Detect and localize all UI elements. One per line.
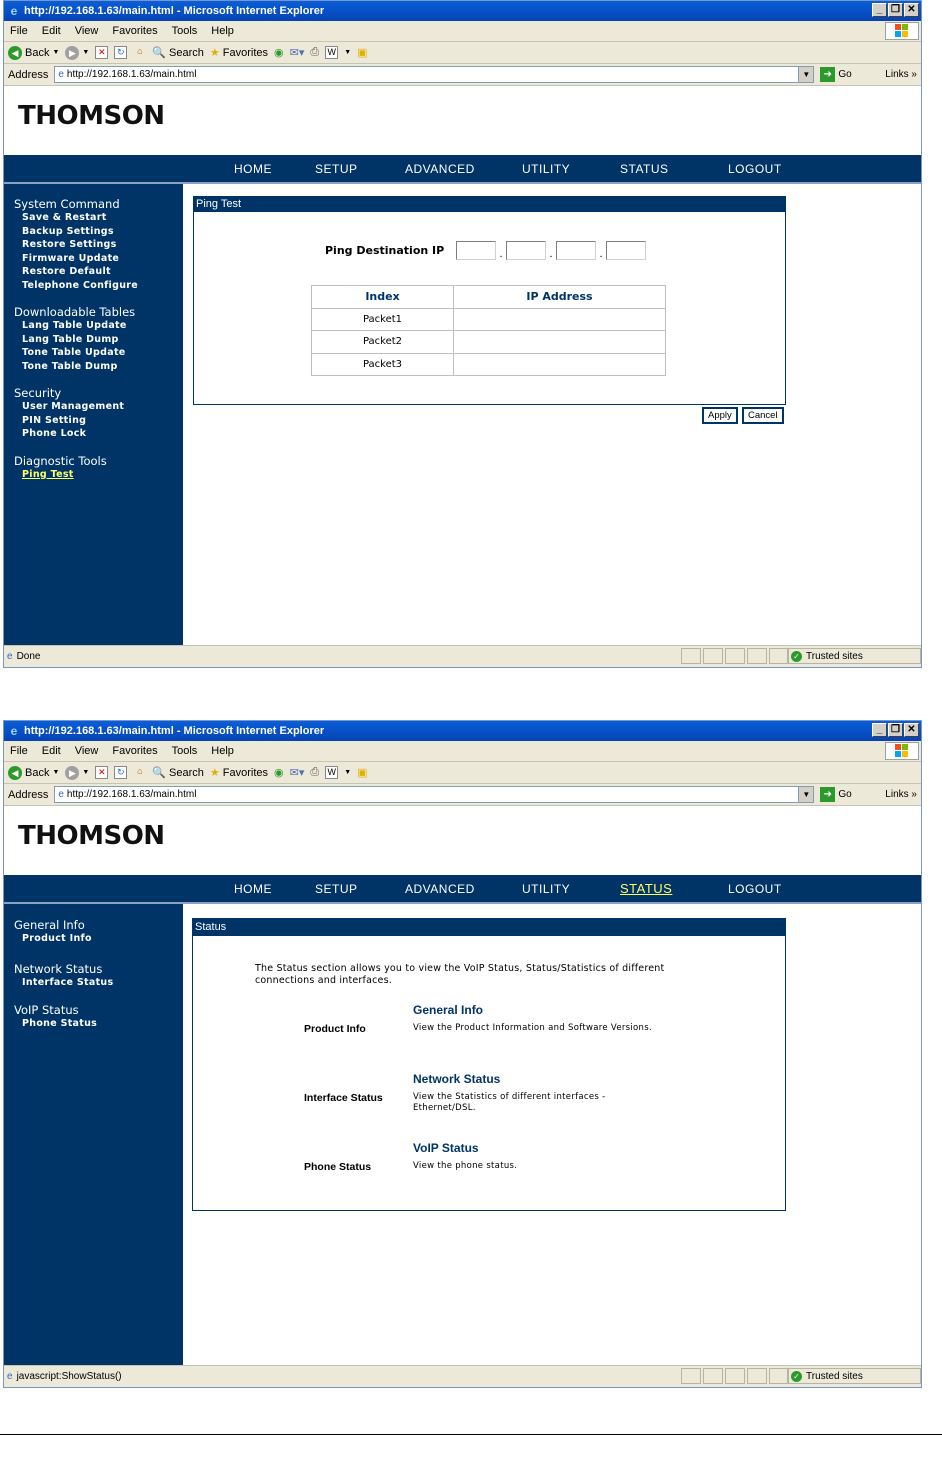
search-label: Search: [169, 766, 204, 779]
cell-index: Packet2: [312, 331, 454, 354]
cell-ip-address: [454, 353, 666, 376]
menu-edit[interactable]: Edit: [41, 745, 61, 757]
toolbar: [4, 42, 921, 64]
product-info-desc: View the Product Information and Software Versions.: [413, 1023, 652, 1033]
table-row: [312, 353, 666, 376]
go-button[interactable]: [820, 67, 851, 82]
print-icon[interactable]: ⎙: [310, 766, 320, 778]
forward-arrow-icon: ▶: [65, 766, 79, 780]
cell-ip-address: [454, 331, 666, 354]
favorites-label: Favorites: [222, 766, 269, 779]
interface-status-label: Interface Status: [304, 1092, 383, 1104]
sidebar-item-tone-table-update[interactable]: Tone Table Update: [22, 347, 126, 358]
panel-title: Status: [193, 919, 785, 936]
general-info-link[interactable]: General Info: [413, 1003, 484, 1017]
main-area: [4, 904, 921, 1365]
sidebar-heading: System Command: [14, 197, 120, 211]
menu-file[interactable]: File: [10, 25, 28, 37]
ie-icon: e: [10, 724, 18, 738]
refresh-icon[interactable]: ↻: [114, 766, 127, 779]
print-icon[interactable]: ⎙: [310, 46, 320, 58]
status-intro-text: The Status section allows you to view the VoIP Status, Status/Statistics of different connections and interfaces.: [255, 963, 665, 986]
zone-text: Trusted sites: [806, 1370, 863, 1382]
zone-text: Trusted sites: [806, 650, 863, 662]
cell-index: Packet3: [312, 353, 454, 376]
sidebar-item-backup-settings[interactable]: Backup Settings: [22, 225, 114, 237]
browser-window-ping-test: [3, 0, 922, 668]
cancel-button[interactable]: Cancel: [742, 407, 784, 424]
sidebar-group-network-status: [14, 962, 183, 990]
restore-button[interactable]: ❐: [888, 3, 903, 17]
menu-edit[interactable]: Edit: [41, 25, 61, 37]
stop-icon[interactable]: ✕: [95, 46, 108, 59]
search-button[interactable]: [152, 766, 204, 779]
history-icon[interactable]: ◉: [274, 767, 284, 779]
menu-file[interactable]: File: [10, 745, 28, 757]
menu-tools[interactable]: Tools: [171, 745, 198, 757]
sidebar-group-diagnostic-tools: [14, 454, 183, 482]
sidebar-heading: VoIP Status: [14, 1003, 79, 1017]
sidebar: [4, 904, 183, 1365]
top-nav: [4, 155, 921, 184]
cell-ip-address: [454, 308, 666, 331]
favorites-label: Favorites: [222, 46, 269, 59]
menu-view[interactable]: View: [74, 25, 99, 37]
status-panel: [192, 918, 786, 1211]
menu-tools[interactable]: Tools: [171, 25, 198, 37]
ip-octet-1-input[interactable]: [456, 241, 496, 260]
sidebar-item-lang-table-dump[interactable]: Lang Table Dump: [22, 333, 119, 345]
nav-status[interactable]: STATUS: [620, 162, 669, 176]
interface-status-desc: View the Statistics of different interfaces - Ethernet/DSL.: [413, 1092, 606, 1113]
phone-status-label: Phone Status: [304, 1161, 372, 1173]
forward-button[interactable]: [65, 46, 89, 60]
address-value: http://192.168.1.63/main.html: [66, 789, 197, 800]
nav-utility[interactable]: UTILITY: [522, 162, 571, 176]
sidebar-item-telephone-configure[interactable]: Telephone Configure: [22, 279, 139, 291]
nav-advanced[interactable]: ADVANCED: [405, 162, 475, 176]
ie-icon: e: [10, 4, 18, 18]
sidebar-item-save-restart[interactable]: Save & Restart: [22, 212, 107, 223]
sidebar-group-downloadable-tables: [14, 305, 183, 373]
page-content: [4, 807, 921, 1365]
stop-icon[interactable]: ✕: [95, 766, 108, 779]
sidebar-item-user-management[interactable]: User Management: [22, 401, 125, 412]
sidebar-item-restore-settings[interactable]: Restore Settings: [22, 239, 117, 250]
trusted-check-icon: ✓: [791, 651, 802, 662]
forward-button[interactable]: [65, 766, 89, 780]
links-button[interactable]: Links »: [885, 789, 917, 800]
ping-destination-label: Ping Destination IP: [325, 244, 445, 257]
sidebar-group-voip-status: [14, 1003, 183, 1031]
address-bar: [4, 64, 921, 86]
go-arrow-icon: ➔: [820, 67, 835, 82]
table-row: [312, 331, 666, 354]
nav-logout[interactable]: LOGOUT: [728, 882, 782, 896]
sidebar-item-firmware-update[interactable]: Firmware Update: [22, 252, 120, 264]
back-arrow-icon: ◀: [8, 766, 22, 780]
sidebar-heading: Diagnostic Tools: [14, 453, 107, 468]
sidebar-heading: Downloadable Tables: [14, 305, 136, 319]
back-button[interactable]: [8, 46, 59, 60]
nav-setup[interactable]: SETUP: [315, 882, 358, 896]
sidebar-item-tone-table-dump[interactable]: Tone Table Dump: [22, 360, 118, 372]
page-icon: e: [58, 69, 64, 80]
sidebar-item-phone-status[interactable]: Phone Status: [22, 1018, 98, 1029]
edit-dropdown-icon[interactable]: ▼: [344, 49, 352, 56]
edit-dropdown-icon[interactable]: ▼: [344, 769, 352, 776]
top-nav: [4, 875, 921, 904]
status-bar: [4, 645, 921, 667]
security-zone: [787, 1368, 921, 1384]
star-icon: ★: [209, 47, 220, 59]
address-dropdown-icon[interactable]: ▼: [798, 787, 813, 802]
column-header-index: Index: [312, 286, 454, 309]
address-value: http://192.168.1.63/main.html: [66, 69, 197, 80]
product-info-label: Product Info: [304, 1023, 366, 1035]
sidebar-item-product-info[interactable]: Product Info: [22, 933, 92, 944]
trusted-check-icon: ✓: [791, 1371, 802, 1382]
sidebar-group-general-info: [14, 918, 183, 946]
messenger-icon[interactable]: ▣: [357, 767, 368, 779]
search-icon: 🔍: [152, 47, 167, 59]
address-label: Address: [8, 68, 49, 81]
go-label: Go: [838, 789, 852, 800]
thomson-logo: THOMSON: [18, 821, 165, 851]
minimize-button[interactable]: _: [872, 3, 887, 17]
nav-advanced[interactable]: ADVANCED: [405, 882, 475, 896]
back-arrow-icon: ◀: [8, 46, 22, 60]
menu-help[interactable]: Help: [211, 25, 234, 37]
close-button[interactable]: ✕: [904, 3, 919, 17]
page-status-icon: e: [7, 651, 13, 662]
nav-logout[interactable]: LOGOUT: [728, 162, 782, 176]
menu-favorites[interactable]: Favorites: [112, 745, 158, 757]
panel-title: Ping Test: [194, 197, 785, 212]
menu-help[interactable]: Help: [211, 745, 234, 757]
title-bar: [4, 721, 921, 741]
search-button[interactable]: [152, 46, 204, 59]
back-dropdown-icon[interactable]: ▼: [52, 49, 60, 56]
minimize-button[interactable]: _: [872, 723, 887, 737]
status-text: javascript:ShowStatus(): [16, 1371, 122, 1382]
header: [4, 87, 921, 155]
mail-icon[interactable]: ✉▾: [289, 47, 305, 59]
table-row: [312, 308, 666, 331]
thomson-logo: THOMSON: [18, 101, 165, 131]
ping-destination-ip: [456, 241, 646, 260]
address-bar: [4, 784, 921, 806]
ping-test-panel: [193, 196, 786, 405]
nav-status[interactable]: STATUS: [620, 881, 673, 896]
windows-logo-icon: [885, 742, 919, 760]
address-label: Address: [8, 788, 49, 801]
sidebar: [4, 184, 183, 645]
sidebar-item-pin-setting[interactable]: PIN Setting: [22, 414, 87, 426]
title-bar: [4, 1, 921, 21]
back-label: Back: [25, 46, 50, 59]
search-label: Search: [169, 46, 204, 59]
home-icon[interactable]: ⌂: [137, 766, 143, 776]
home-icon[interactable]: ⌂: [137, 46, 143, 56]
favorites-button[interactable]: [210, 766, 268, 779]
nav-home[interactable]: HOME: [234, 882, 272, 896]
go-label: Go: [838, 69, 852, 80]
page-status-icon: e: [7, 1371, 13, 1382]
apply-button[interactable]: Apply: [702, 407, 738, 424]
security-zone: [787, 648, 921, 664]
page-icon: e: [58, 789, 64, 800]
forward-dropdown-icon[interactable]: ▼: [82, 769, 90, 776]
sidebar-item-ping-test[interactable]: Ping Test: [22, 468, 74, 480]
menu-bar: [4, 741, 921, 762]
edit-icon[interactable]: W: [325, 766, 338, 779]
network-status-link[interactable]: Network Status: [413, 1072, 501, 1086]
sidebar-heading: Network Status: [14, 961, 103, 976]
address-dropdown-icon[interactable]: ▼: [798, 67, 813, 82]
back-button[interactable]: [8, 766, 59, 780]
nav-setup[interactable]: SETUP: [315, 162, 358, 176]
sidebar-group-security: [14, 386, 183, 441]
cell-index: Packet1: [312, 308, 454, 331]
ip-dot: .: [549, 248, 553, 260]
page-content: [4, 87, 921, 645]
sidebar-group-system-command: [14, 197, 183, 292]
messenger-icon[interactable]: ▣: [357, 47, 368, 59]
menu-favorites[interactable]: Favorites: [112, 25, 158, 37]
sidebar-heading: Security: [14, 386, 62, 400]
sidebar-heading: General Info: [14, 918, 85, 932]
windows-logo-icon: [885, 22, 919, 40]
menu-view[interactable]: View: [74, 745, 99, 757]
page-divider: [0, 1434, 942, 1435]
main-area: [4, 184, 921, 645]
mail-icon[interactable]: ✉▾: [289, 767, 305, 779]
back-label: Back: [25, 766, 50, 779]
sidebar-item-interface-status[interactable]: Interface Status: [22, 976, 114, 988]
ip-dot: .: [499, 248, 503, 260]
edit-icon[interactable]: W: [325, 46, 338, 59]
column-header-ip-address: IP Address: [454, 286, 666, 309]
sidebar-item-lang-table-update[interactable]: Lang Table Update: [22, 320, 127, 331]
ip-octet-3-input[interactable]: [556, 241, 596, 260]
ip-dot: .: [599, 248, 603, 260]
status-text: Done: [16, 651, 41, 662]
window-title: http://192.168.1.63/main.html - Microsoft Internet Explorer: [24, 725, 325, 737]
close-button[interactable]: ✕: [904, 723, 919, 737]
back-dropdown-icon[interactable]: ▼: [52, 769, 60, 776]
forward-dropdown-icon[interactable]: ▼: [82, 49, 90, 56]
table-header-row: [312, 286, 666, 309]
go-arrow-icon: ➔: [820, 787, 835, 802]
toolbar: [4, 762, 921, 784]
links-button[interactable]: Links »: [885, 69, 917, 80]
browser-window-status: [3, 720, 922, 1388]
ip-octet-4-input[interactable]: [606, 241, 646, 260]
voip-status-link[interactable]: VoIP Status: [413, 1141, 479, 1155]
nav-home[interactable]: HOME: [234, 162, 272, 176]
address-input[interactable]: [54, 786, 814, 803]
header: [4, 807, 921, 875]
menu-bar: [4, 21, 921, 42]
history-icon[interactable]: ◉: [274, 47, 284, 59]
ip-octet-2-input[interactable]: [506, 241, 546, 260]
restore-button[interactable]: ❐: [888, 723, 903, 737]
go-button[interactable]: [820, 787, 851, 802]
status-bar: [4, 1365, 921, 1387]
ping-results-table: [311, 285, 666, 376]
window-title: http://192.168.1.63/main.html - Microsoft Internet Explorer: [24, 5, 325, 17]
refresh-icon[interactable]: ↻: [114, 46, 127, 59]
sidebar-item-restore-default[interactable]: Restore Default: [22, 266, 111, 277]
search-icon: 🔍: [152, 767, 167, 779]
nav-utility[interactable]: UTILITY: [522, 882, 571, 896]
sidebar-item-phone-lock[interactable]: Phone Lock: [22, 428, 87, 439]
address-input[interactable]: [54, 66, 814, 83]
star-icon: ★: [209, 767, 220, 779]
forward-arrow-icon: ▶: [65, 46, 79, 60]
phone-status-desc: View the phone status.: [413, 1161, 518, 1171]
favorites-button[interactable]: [210, 46, 268, 59]
